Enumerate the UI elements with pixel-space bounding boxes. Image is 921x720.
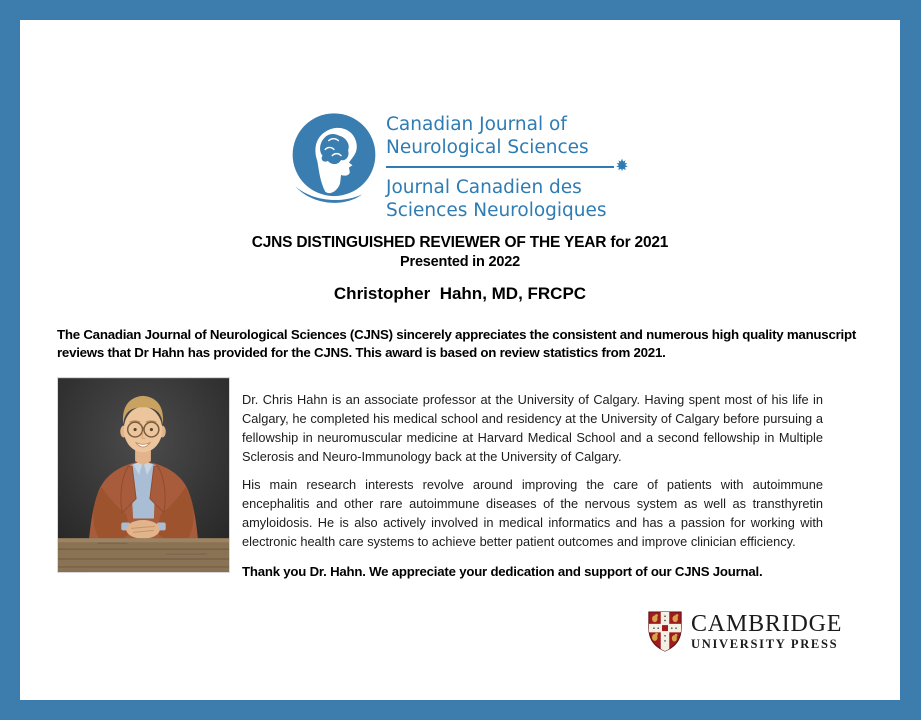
award-title-line2: Presented in 2022 bbox=[400, 254, 520, 270]
cambridge-shield-icon bbox=[648, 611, 682, 652]
portrait-photo bbox=[57, 377, 230, 573]
maple-leaf-icon bbox=[615, 158, 629, 172]
journal-name-fr-line1: Journal Canadien des bbox=[386, 177, 582, 198]
publisher-wordmark bbox=[691, 611, 842, 651]
award-title bbox=[20, 233, 900, 272]
journal-name-en-line1: Canadian Journal of bbox=[386, 114, 567, 135]
journal-logo bbox=[290, 110, 629, 222]
appreciation-paragraph: The Canadian Journal of Neurological Sciences (CJNS) sincerely appreciates the consistent and numerous high quality manuscript reviews that Dr Hahn has provided for the CJNS. This award is based on review statistics from 2021. bbox=[57, 327, 857, 360]
award-title-line1: CJNS DISTINGUISHED REVIEWER OF THE YEAR for 2021 bbox=[251, 234, 669, 251]
cambridge-logo bbox=[648, 611, 842, 652]
logo-divider-line bbox=[386, 162, 629, 172]
journal-name-fr-line2: Sciences Neurologiques bbox=[386, 200, 607, 221]
recipient-name: Christopher Hahn, MD, FRCPC bbox=[333, 284, 587, 303]
brain-head-logo-icon bbox=[290, 110, 378, 210]
journal-name-en-line2: Neurological Sciences bbox=[386, 137, 589, 158]
bio-paragraph-2: His main research interests revolve around improving the care of patients with autoimmune encephalitis and other rare autoimmune diseases of the nervous system as well as transthyretin amyloidosis. He is also actively involved in medical informatics and has a passion for working with electronic health care systems to achieve better patient outcomes and improve clinician efficiency. bbox=[242, 477, 823, 549]
bio-section bbox=[242, 390, 823, 581]
thank-you-note: Thank you Dr. Hahn. We appreciate your dedication and support of our CJNS Journal. bbox=[242, 564, 763, 579]
publisher-name: CAMBRIDGE bbox=[691, 611, 843, 637]
publisher-subtitle: UNIVERSITY PRESS bbox=[691, 637, 839, 651]
journal-logo-text bbox=[386, 110, 629, 222]
certificate-page bbox=[20, 20, 900, 700]
bio-paragraph-1: Dr. Chris Hahn is an associate professor at the University of Calgary. Having spent most of his life in Calgary, he completed his medical school and residency at the University of Calgary before pursuing a fellowship in neuromuscular medicine at Harvard Medical School and a second fellowship in Multiple Sclerosis and Neuro-Immunology back at the University of Calgary. bbox=[242, 392, 823, 464]
